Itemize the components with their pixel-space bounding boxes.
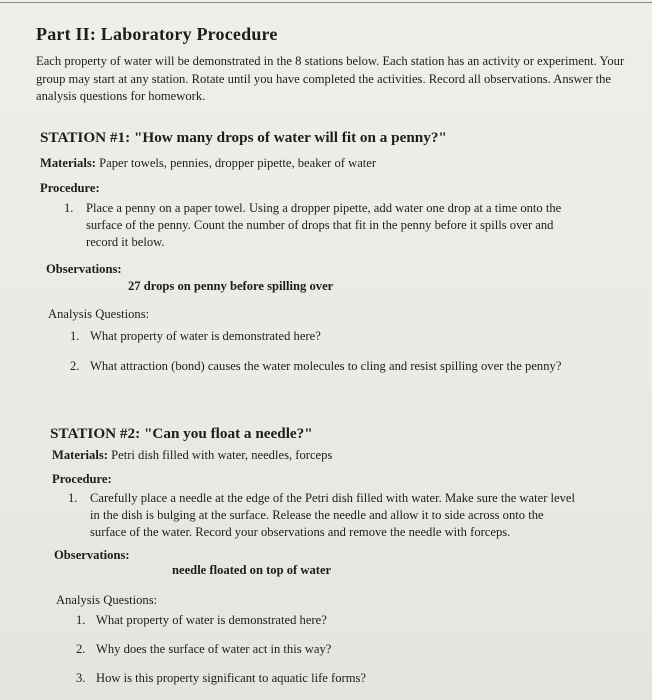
question-number: 1. <box>76 613 86 627</box>
step-line: surface of the water. Record your observations and remove the needle with forceps. <box>90 525 511 539</box>
question-number: 1. <box>70 329 80 343</box>
station-1-procedure-label: Procedure: <box>40 181 100 195</box>
question-number: 2. <box>76 642 86 656</box>
materials-label: Materials: <box>52 448 108 462</box>
station-1-observations-label: Observations: <box>46 262 122 276</box>
station-2-question <box>76 671 366 686</box>
intro-paragraph: Each property of water will be demonstrated in the 8 stations below. Each station has an activity or experiment. Your group may start at any station. Rotate until you have completed the activities. Record all observations. Answer the analysis questions for homework. <box>36 54 625 103</box>
station-2-procedure-step <box>68 490 628 544</box>
step-line: Carefully place a needle at the edge of the Petri dish filled with water. Make sure the water level <box>90 491 576 505</box>
question-text: What attraction (bond) causes the water molecules to cling and resist spilling over the penny? <box>90 359 562 373</box>
station-2-materials <box>52 448 332 463</box>
station-2-procedure-label: Procedure: <box>52 472 112 486</box>
station-2-title: STATION #2: "Can you float a needle?" <box>50 425 313 442</box>
station-1-question <box>70 329 321 344</box>
step-line: Place a penny on a paper towel. Using a dropper pipette, add water one drop at a time onto the <box>86 201 562 215</box>
step-line: record it below. <box>86 235 165 249</box>
step-text <box>86 200 561 251</box>
step-line: in the dish is bulging at the surface. Release the needle and allow it to side across onto the <box>90 508 544 522</box>
station-2-question <box>76 613 327 628</box>
station-2-analysis-label: Analysis Questions: <box>56 593 158 607</box>
top-divider <box>0 2 652 3</box>
question-text: What property of water is demonstrated here? <box>90 329 321 343</box>
station-1-question <box>70 359 561 374</box>
question-text: What property of water is demonstrated here? <box>96 613 327 627</box>
materials-label: Materials: <box>40 156 96 170</box>
station-2-observation: needle floated on top of water <box>172 563 332 577</box>
station-1-analysis-label: Analysis Questions: <box>48 307 150 321</box>
step-number: 1. <box>64 201 74 215</box>
materials-text: Paper towels, pennies, dropper pipette, beaker of water <box>99 156 377 170</box>
station-1-procedure-step <box>64 200 624 254</box>
part-title: Part II: Laboratory Procedure <box>36 24 278 44</box>
question-number: 2. <box>70 359 80 373</box>
station-2-observations-label: Observations: <box>54 548 130 562</box>
step-text <box>90 490 575 541</box>
station-2-question <box>76 642 331 657</box>
station-1-title: STATION #1: "How many drops of water will fit on a penny?" <box>40 129 447 146</box>
question-number: 3. <box>76 671 86 685</box>
question-text: How is this property significant to aquatic life forms? <box>96 671 367 685</box>
station-1-materials <box>40 156 376 171</box>
station-1-observation: 27 drops on penny before spilling over <box>128 279 334 293</box>
question-text: Why does the surface of water act in this way? <box>96 642 332 656</box>
step-number: 1. <box>68 491 78 505</box>
step-line: surface of the penny. Count the number of drops that fit in the penny before it spills over and <box>86 218 554 232</box>
materials-text: Petri dish filled with water, needles, forceps <box>111 448 333 462</box>
